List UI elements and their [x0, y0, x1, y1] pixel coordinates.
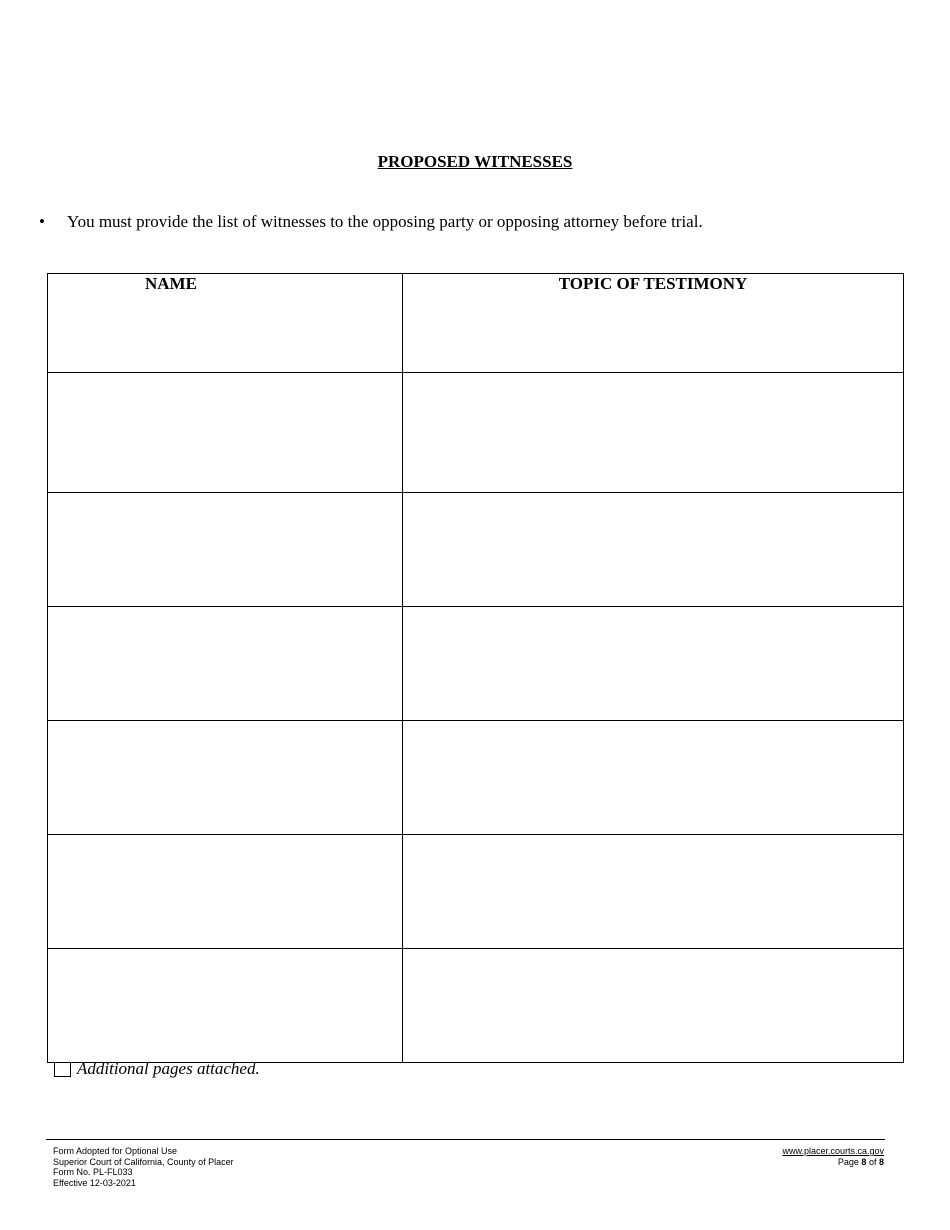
court-website-link[interactable]: www.placer.courts.ca.gov — [782, 1146, 884, 1156]
bullet-icon: • — [39, 212, 45, 231]
table-row — [48, 607, 904, 721]
additional-pages-label: Additional pages attached. — [77, 1059, 260, 1078]
page-title-text: PROPOSED WITNESSES — [377, 152, 573, 171]
footer-page-info — [782, 1146, 884, 1167]
footer-divider — [46, 1139, 885, 1140]
table-row — [48, 949, 904, 1063]
testimony-topic-cell[interactable] — [403, 493, 904, 607]
witness-name-cell[interactable] — [48, 835, 403, 949]
testimony-topic-cell[interactable] — [403, 721, 904, 835]
witness-name-cell[interactable] — [48, 949, 403, 1063]
instruction-text: You must provide the list of witnesses to the opposing party or opposing attorney before trial. — [67, 212, 703, 231]
testimony-topic-cell[interactable] — [403, 373, 904, 493]
footer-form-info — [53, 1146, 234, 1188]
additional-pages-row — [54, 1059, 260, 1079]
witness-name-cell[interactable] — [48, 721, 403, 835]
page-number: Page 8 of 8 — [837, 1156, 884, 1167]
witness-name-cell[interactable] — [48, 373, 403, 493]
footer-court-line: Superior Court of California, County of Placer — [53, 1156, 234, 1167]
table-header-row — [48, 274, 904, 373]
page-title — [0, 152, 950, 172]
witness-name-cell[interactable] — [48, 493, 403, 607]
testimony-topic-cell[interactable] — [403, 835, 904, 949]
table-row — [48, 721, 904, 835]
testimony-topic-cell[interactable] — [403, 607, 904, 721]
footer-adoption-line: Form Adopted for Optional Use — [53, 1146, 178, 1156]
additional-pages-checkbox[interactable] — [54, 1062, 71, 1077]
footer-effective-date: Effective 12-03-2021 — [53, 1177, 136, 1188]
witness-name-cell[interactable] — [48, 607, 403, 721]
footer-form-number: Form No. PL-FL033 — [53, 1167, 133, 1177]
instruction-bullet — [39, 212, 703, 232]
column-header-name: NAME — [48, 274, 403, 373]
table-row — [48, 373, 904, 493]
testimony-topic-cell[interactable] — [403, 949, 904, 1063]
column-header-topic: TOPIC OF TESTIMONY — [403, 274, 904, 373]
table-row — [48, 835, 904, 949]
table-row — [48, 493, 904, 607]
witness-table — [47, 273, 904, 1063]
